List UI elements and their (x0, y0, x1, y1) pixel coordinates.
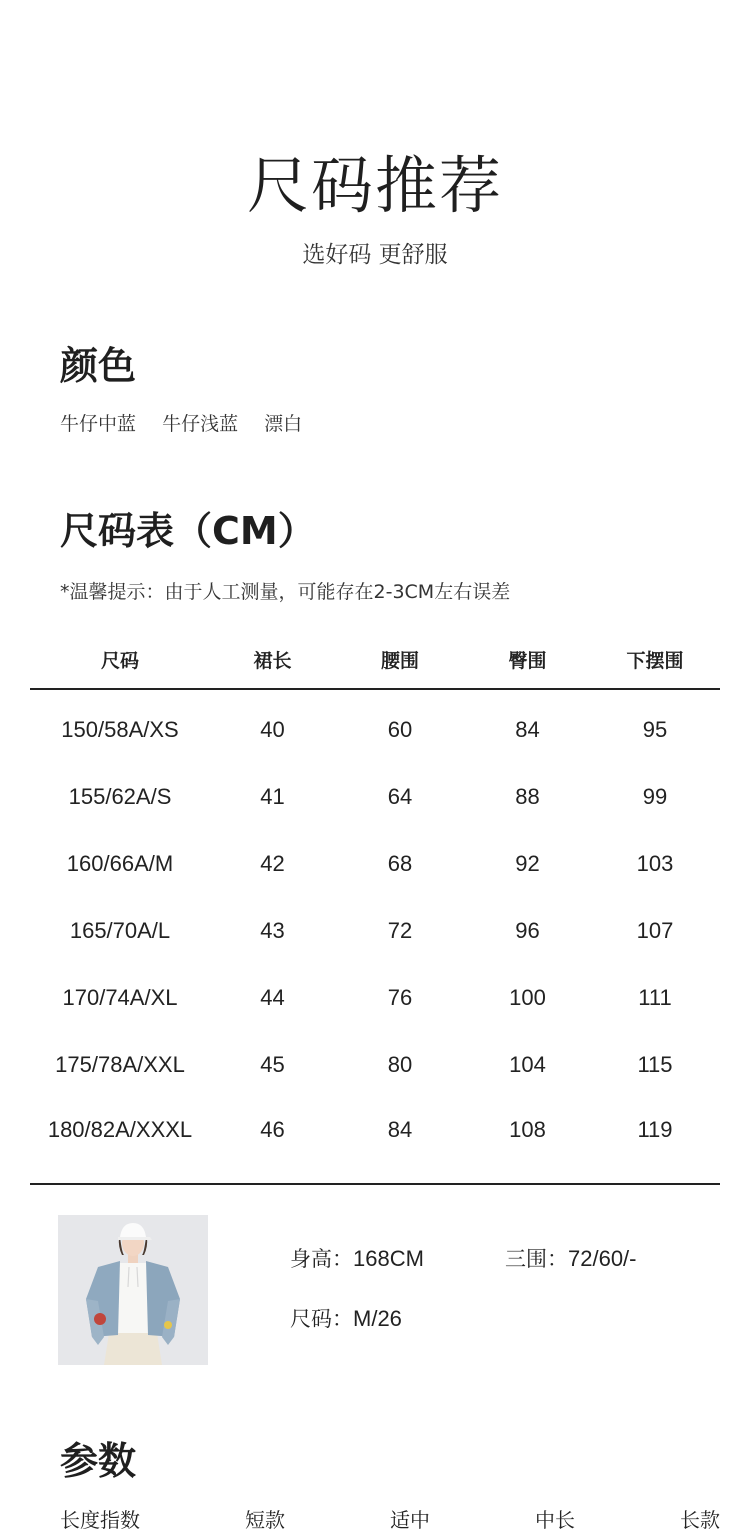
table-cell: 84 (515, 716, 540, 742)
table-cell: 170/74A/XL (62, 984, 178, 1010)
model-height-value: 168CM (353, 1246, 424, 1271)
table-cell: 103 (636, 850, 674, 876)
column-header-waist: 腰围 (380, 649, 419, 672)
params-label: 长度指数 (60, 1508, 140, 1532)
page-subtitle: 选好码 更舒服 (302, 242, 448, 268)
params-option: 长款 (680, 1508, 720, 1532)
table-cell: 44 (260, 984, 285, 1010)
model-size-label: 尺码： (290, 1307, 353, 1331)
table-row (30, 1098, 720, 1162)
table-cell: 92 (515, 850, 540, 876)
table-cell: 45 (260, 1051, 285, 1077)
table-row (30, 763, 720, 830)
color-item: 牛仔中蓝 (60, 413, 137, 435)
table-cell: 96 (515, 917, 540, 943)
table-cell: 111 (638, 984, 672, 1010)
color-item: 漂白 (264, 413, 303, 435)
table-cell: 80 (387, 1051, 413, 1077)
table-cell: 108 (509, 1117, 546, 1142)
table-cell: 43 (260, 917, 285, 943)
params-heading: 参数 (60, 1439, 137, 1483)
params-option: 短款 (245, 1508, 285, 1532)
page-title: 尺码推荐 (246, 149, 503, 222)
table-cell: 46 (260, 1117, 285, 1142)
table-cell: 68 (387, 850, 413, 876)
color-list (60, 410, 322, 438)
column-header-size: 尺码 (100, 649, 139, 672)
size-table (30, 630, 720, 1162)
table-bottom-divider (30, 1183, 720, 1185)
table-cell: 175/78A/XXL (55, 1051, 185, 1077)
params-length-row (60, 1505, 720, 1535)
table-cell: 119 (637, 1117, 673, 1142)
table-cell: 150/58A/XS (61, 716, 179, 742)
colors-heading: 颜色 (60, 344, 137, 388)
measurement-note: *温馨提示：由于人工测量，可能存在2-3CM左右误差 (60, 581, 511, 603)
color-item: 牛仔浅蓝 (162, 413, 239, 435)
model-height-label: 身高： (290, 1247, 353, 1271)
table-cell: 88 (515, 783, 540, 809)
table-row (30, 689, 720, 763)
table-row (30, 1031, 720, 1098)
model-measurements-value: 72/60/- (568, 1246, 637, 1271)
model-measurements (505, 1244, 637, 1274)
column-header-hip: 臀围 (508, 649, 547, 672)
table-row (30, 964, 720, 1031)
table-cell: 72 (387, 917, 413, 943)
table-cell: 60 (387, 716, 413, 742)
table-row (30, 830, 720, 897)
table-cell: 84 (387, 1117, 413, 1142)
table-cell: 115 (637, 1051, 673, 1077)
table-cell: 155/62A/S (68, 783, 172, 809)
table-cell: 104 (509, 1051, 546, 1077)
model-height (290, 1244, 424, 1274)
params-option: 适中 (390, 1508, 430, 1532)
table-row (30, 897, 720, 964)
column-header-length: 裙长 (253, 649, 292, 672)
params-option: 中长 (535, 1508, 575, 1532)
table-cell: 76 (387, 984, 413, 1010)
column-header-hem: 下摆围 (626, 649, 684, 672)
table-cell: 42 (260, 850, 285, 876)
table-cell: 64 (387, 783, 413, 809)
table-cell: 95 (642, 716, 668, 742)
table-cell: 160/66A/M (66, 850, 174, 876)
table-cell: 40 (260, 716, 285, 742)
table-cell: 100 (509, 984, 546, 1010)
table-cell: 107 (636, 917, 674, 943)
table-header-row (30, 630, 720, 689)
model-photo (58, 1215, 208, 1365)
table-cell: 165/70A/L (69, 917, 171, 943)
model-measurements-label: 三围： (505, 1247, 568, 1271)
model-size-value: M/26 (353, 1306, 402, 1331)
table-cell: 41 (260, 783, 285, 809)
model-size (290, 1304, 402, 1334)
size-chart-heading: 尺码表（CM） (60, 509, 316, 553)
table-cell: 99 (642, 783, 668, 809)
table-cell: 180/82A/XXXL (47, 1117, 193, 1142)
